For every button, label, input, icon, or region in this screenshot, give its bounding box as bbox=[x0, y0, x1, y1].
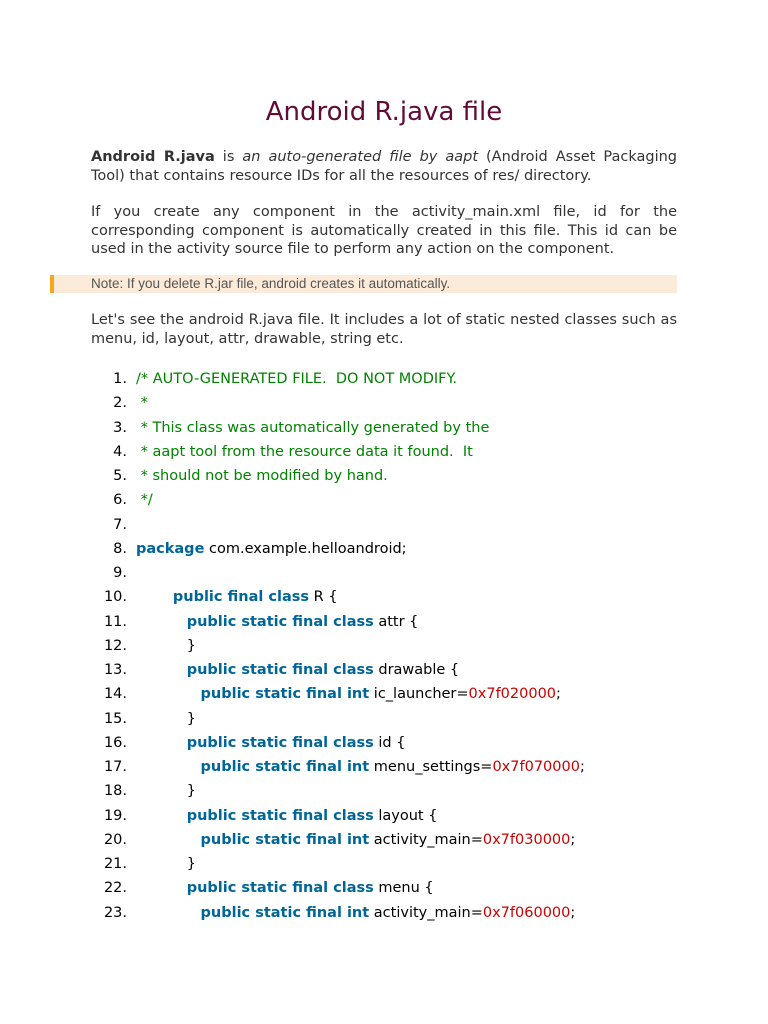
code-text bbox=[136, 539, 407, 559]
intro-paragraph bbox=[91, 148, 677, 185]
code-indent bbox=[136, 711, 187, 727]
line-number: 16. bbox=[103, 734, 127, 751]
code-plain: attr { bbox=[373, 613, 419, 630]
code-text bbox=[136, 636, 196, 656]
code-keyword: public static final int bbox=[200, 831, 370, 848]
code-keyword: public final class bbox=[172, 589, 310, 606]
code-indent bbox=[136, 638, 187, 654]
code-comment: * aapt tool from the resource data it found. It bbox=[136, 443, 473, 460]
line-number: 11. bbox=[103, 613, 127, 630]
code-plain: menu { bbox=[373, 880, 434, 897]
code-line bbox=[0, 660, 768, 684]
code-indent bbox=[136, 735, 187, 751]
code-listing bbox=[0, 369, 768, 927]
line-number: 18. bbox=[103, 783, 127, 800]
code-line bbox=[0, 587, 768, 611]
code-text bbox=[136, 490, 153, 510]
code-plain: drawable { bbox=[373, 662, 460, 678]
code-text bbox=[136, 781, 196, 801]
code-text bbox=[136, 709, 196, 729]
rjava-intro-paragraph: Let's see the android R.java file. It includes a lot of static nested classes such as menu, id, layout, attr, drawable, string etc. bbox=[91, 312, 677, 347]
page-title: Android R.java file bbox=[265, 97, 503, 127]
code-comment: * bbox=[136, 395, 148, 412]
code-keyword: public static final int bbox=[200, 686, 370, 703]
code-text bbox=[136, 660, 459, 680]
code-line bbox=[0, 903, 768, 927]
code-plain: com.example.helloandroid; bbox=[204, 540, 407, 557]
code-line bbox=[0, 490, 768, 514]
line-number: 8. bbox=[113, 540, 127, 557]
code-text bbox=[136, 757, 585, 777]
code-plain: activity_main= bbox=[369, 831, 483, 848]
code-line bbox=[0, 878, 768, 902]
code-comment: * This class was automatically generated by the bbox=[136, 419, 490, 436]
code-text bbox=[136, 830, 575, 850]
code-plain: layout { bbox=[373, 807, 438, 824]
code-line bbox=[0, 830, 768, 854]
code-line bbox=[0, 709, 768, 733]
code-keyword: public static final int bbox=[200, 904, 370, 921]
code-keyword: public static final class bbox=[186, 662, 374, 678]
code-text bbox=[136, 903, 575, 923]
code-indent bbox=[136, 880, 187, 896]
line-number: 1. bbox=[113, 371, 127, 387]
code-number: 0x7f020000 bbox=[468, 686, 557, 703]
code-text bbox=[136, 418, 489, 438]
code-text bbox=[136, 369, 457, 389]
code-number: 0x7f070000 bbox=[492, 759, 580, 775]
code-plain: ; bbox=[570, 831, 576, 848]
code-plain: ; bbox=[556, 686, 561, 703]
line-number: 14. bbox=[103, 686, 127, 703]
code-text bbox=[136, 587, 338, 607]
line-number: 19. bbox=[103, 807, 127, 824]
code-plain: ic_launcher= bbox=[369, 686, 469, 703]
note-text: Note: If you delete R.jar file, android creates it automatically. bbox=[91, 276, 451, 291]
code-indent bbox=[136, 662, 187, 678]
code-text bbox=[136, 612, 418, 632]
line-number: 20. bbox=[103, 831, 127, 848]
line-number: 3. bbox=[113, 419, 127, 436]
line-number: 15. bbox=[103, 710, 127, 727]
code-text bbox=[136, 393, 148, 413]
code-plain: activity_main= bbox=[369, 904, 483, 921]
intro-italic-phrase: an auto-generated file by aapt bbox=[242, 149, 479, 165]
intro-rest: (Android Asset Packaging Tool) that contains resource IDs for all the resources of res/ directory. bbox=[91, 149, 677, 184]
code-line bbox=[0, 636, 768, 660]
code-line bbox=[0, 466, 768, 490]
code-text bbox=[136, 466, 388, 486]
code-plain: ; bbox=[579, 759, 585, 775]
line-number: 10. bbox=[103, 589, 127, 606]
line-number: 23. bbox=[103, 904, 127, 921]
code-keyword: public static final class bbox=[186, 807, 374, 824]
code-line bbox=[0, 563, 768, 587]
code-line bbox=[0, 684, 768, 708]
code-line bbox=[0, 418, 768, 442]
code-indent bbox=[136, 856, 187, 872]
line-number: 5. bbox=[113, 468, 127, 484]
note-box bbox=[50, 275, 677, 293]
code-text bbox=[136, 806, 437, 826]
code-keyword: public static final int bbox=[200, 759, 370, 775]
code-line bbox=[0, 806, 768, 830]
code-plain: } bbox=[186, 856, 196, 872]
line-number: 4. bbox=[113, 443, 127, 460]
line-number: 6. bbox=[113, 492, 127, 509]
code-keyword: package bbox=[136, 540, 205, 557]
code-indent bbox=[136, 686, 201, 702]
code-line bbox=[0, 515, 768, 539]
code-plain: } bbox=[186, 710, 196, 727]
line-number: 22. bbox=[103, 880, 127, 897]
line-number: 2. bbox=[113, 395, 127, 412]
code-keyword: public static final class bbox=[186, 734, 374, 751]
line-number: 13. bbox=[103, 662, 127, 678]
line-number: 17. bbox=[103, 759, 127, 775]
code-indent bbox=[136, 783, 187, 799]
code-line bbox=[0, 442, 768, 466]
code-text bbox=[136, 442, 473, 462]
code-indent bbox=[136, 759, 201, 775]
code-line bbox=[0, 781, 768, 805]
code-number: 0x7f060000 bbox=[482, 904, 571, 921]
code-text bbox=[136, 878, 434, 898]
code-line bbox=[0, 539, 768, 563]
code-line bbox=[0, 393, 768, 417]
code-text bbox=[136, 854, 196, 874]
line-number: 21. bbox=[103, 856, 127, 872]
code-plain: id { bbox=[373, 734, 406, 751]
code-comment: */ bbox=[136, 492, 153, 509]
code-line bbox=[0, 733, 768, 757]
code-indent bbox=[136, 589, 173, 605]
intro-is: is bbox=[214, 149, 243, 165]
code-indent bbox=[136, 614, 187, 630]
code-line bbox=[0, 369, 768, 393]
code-indent bbox=[136, 832, 201, 848]
code-indent bbox=[136, 808, 187, 824]
code-text bbox=[136, 684, 561, 704]
code-keyword: public static final class bbox=[186, 880, 374, 897]
code-line bbox=[0, 612, 768, 636]
code-line bbox=[0, 854, 768, 878]
code-comment: * should not be modified by hand. bbox=[136, 468, 388, 484]
code-plain: } bbox=[186, 783, 196, 800]
line-number: 7. bbox=[113, 516, 127, 533]
component-id-paragraph: If you create any component in the activity_main.xml file, id for the corresponding component is automatically created in this file. This id can be used in the activity source file to perform any action on the component. bbox=[91, 204, 677, 257]
code-plain: menu_settings= bbox=[369, 759, 493, 775]
code-comment: /* AUTO-GENERATED FILE. DO NOT MODIFY. bbox=[136, 371, 458, 387]
code-plain: } bbox=[186, 637, 196, 654]
line-number: 9. bbox=[113, 565, 127, 581]
code-plain: ; bbox=[570, 904, 576, 921]
code-line bbox=[0, 757, 768, 781]
code-number: 0x7f030000 bbox=[482, 831, 571, 848]
code-indent bbox=[136, 905, 201, 921]
code-text bbox=[136, 733, 405, 753]
intro-bold-term: Android R.java bbox=[91, 149, 215, 165]
line-number: 12. bbox=[103, 637, 127, 654]
code-plain: R { bbox=[309, 589, 338, 606]
code-keyword: public static final class bbox=[186, 613, 374, 630]
